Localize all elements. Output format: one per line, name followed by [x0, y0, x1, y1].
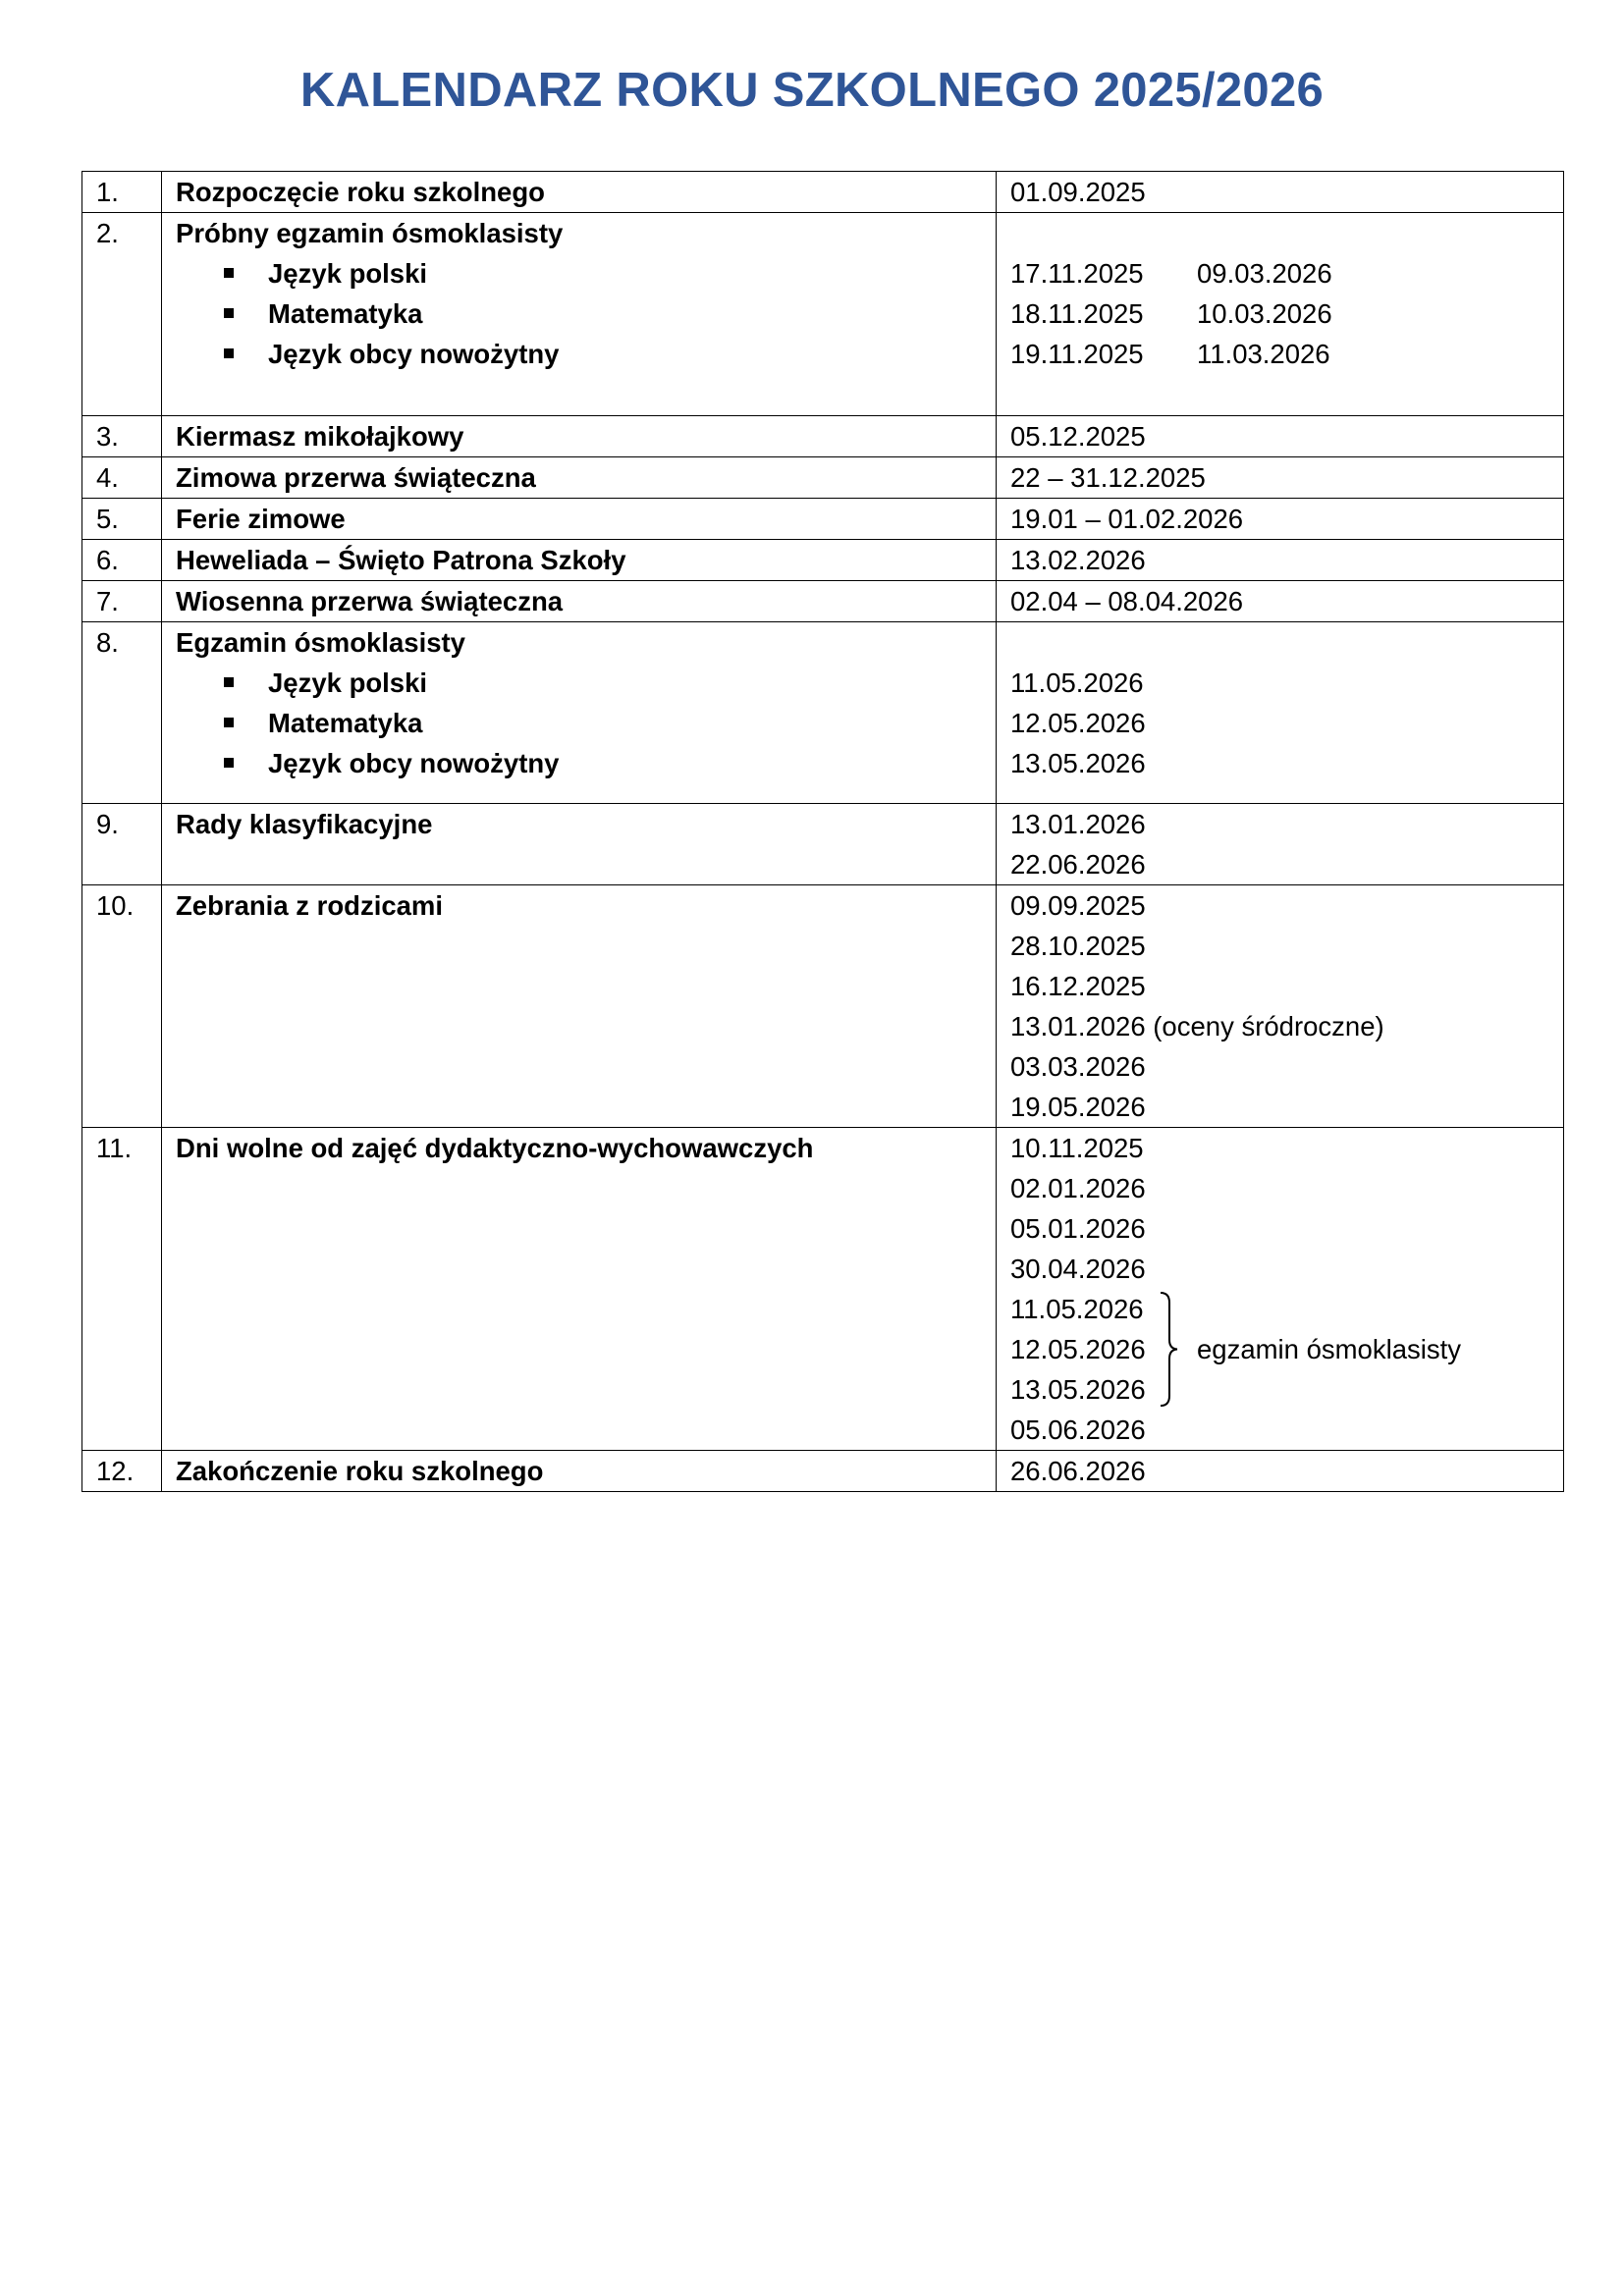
row-number: 3. — [96, 421, 119, 452]
event-date: 22.06.2026 — [1010, 849, 1146, 880]
table-row — [82, 457, 1564, 499]
event-date: 05.01.2026 — [1010, 1213, 1146, 1244]
item-label: Matematyka — [268, 298, 423, 329]
event-date: 17.11.2025 — [1010, 258, 1144, 289]
event-date: 09.09.2025 — [1010, 890, 1146, 921]
event-date: 19.05.2026 — [1010, 1092, 1146, 1122]
brace-annotation: egzamin ósmoklasisty — [1197, 1334, 1461, 1364]
event-date: 10.03.2026 — [1197, 298, 1332, 329]
event-date: 16.12.2025 — [1010, 971, 1146, 1001]
event-label: Dni wolne od zajęć dydaktyczno-wychowawczych — [176, 1133, 814, 1163]
page-title: KALENDARZ ROKU SZKOLNEGO 2025/2026 — [299, 64, 1325, 117]
table-row — [82, 885, 1564, 1128]
row-number: 4. — [96, 462, 119, 493]
table-row — [82, 540, 1564, 581]
event-date: 02.04 – 08.04.2026 — [1010, 586, 1244, 616]
table-row — [82, 804, 1564, 885]
event-date: 05.12.2025 — [1010, 421, 1146, 452]
event-date: 01.09.2025 — [1010, 177, 1146, 207]
event-label: Wiosenna przerwa świąteczna — [176, 586, 564, 616]
event-date: 13.02.2026 — [1010, 545, 1146, 575]
table-row — [82, 622, 1564, 804]
row-number: 8. — [96, 627, 119, 658]
row-number: 7. — [96, 586, 119, 616]
event-date: 02.01.2026 — [1010, 1173, 1146, 1203]
table-row — [82, 1451, 1564, 1492]
list-item — [176, 743, 996, 783]
event-date: 22 – 31.12.2025 — [1010, 462, 1206, 493]
item-label: Język obcy nowożytny — [268, 339, 560, 369]
event-date: 12.05.2026 — [1010, 1334, 1146, 1364]
event-label: Próbny egzamin ósmoklasisty — [176, 218, 564, 248]
event-label: Kiermasz mikołajkowy — [176, 421, 464, 452]
event-date: 28.10.2025 — [1010, 931, 1146, 961]
event-date: 13.05.2026 — [1010, 748, 1146, 778]
event-date: 18.11.2025 — [1010, 298, 1144, 329]
row-number: 1. — [96, 177, 119, 207]
row-number: 2. — [96, 218, 119, 248]
item-label: Język polski — [268, 258, 428, 289]
event-label: Rozpoczęcie roku szkolnego — [176, 177, 545, 207]
event-date: 09.03.2026 — [1197, 258, 1332, 289]
list-item — [176, 703, 996, 743]
table-row — [82, 499, 1564, 540]
event-date: 11.05.2026 — [1010, 667, 1144, 698]
event-date: 12.05.2026 — [1010, 708, 1146, 738]
event-label: Rady klasyfikacyjne — [176, 809, 433, 839]
event-label: Zebrania z rodzicami — [176, 890, 444, 921]
table-row — [82, 213, 1564, 416]
event-date: 10.11.2025 — [1010, 1133, 1144, 1163]
row-number: 10. — [96, 890, 135, 921]
event-label: Ferie zimowe — [176, 504, 346, 534]
row-number: 12. — [96, 1456, 135, 1486]
list-item — [176, 294, 996, 334]
row-number: 11. — [96, 1133, 133, 1163]
table-row — [82, 172, 1564, 213]
table-row — [82, 581, 1564, 622]
event-date: 03.03.2026 — [1010, 1051, 1146, 1082]
event-date: 13.01.2026 — [1010, 809, 1146, 839]
right-brace-icon — [1158, 1289, 1183, 1410]
item-label: Język polski — [268, 667, 428, 698]
row-number: 9. — [96, 809, 119, 839]
row-number: 6. — [96, 545, 119, 575]
event-date: 11.03.2026 — [1197, 339, 1330, 369]
calendar-table — [81, 171, 1564, 1492]
event-date: 30.04.2026 — [1010, 1254, 1146, 1284]
row-number: 5. — [96, 504, 119, 534]
list-item — [176, 663, 996, 703]
event-date: 13.05.2026 — [1010, 1374, 1146, 1405]
event-date: 19.01 – 01.02.2026 — [1010, 504, 1244, 534]
event-label: Zakończenie roku szkolnego — [176, 1456, 544, 1486]
item-label: Matematyka — [268, 708, 423, 738]
table-row — [82, 416, 1564, 457]
event-date: 19.11.2025 — [1010, 339, 1144, 369]
event-label: Egzamin ósmoklasisty — [176, 627, 465, 658]
event-date: 13.01.2026 (oceny śródroczne) — [1010, 1011, 1384, 1041]
event-date: 05.06.2026 — [1010, 1415, 1146, 1445]
event-date: 11.05.2026 — [1010, 1294, 1144, 1324]
table-row — [82, 1128, 1564, 1451]
event-label: Zimowa przerwa świąteczna — [176, 462, 536, 493]
list-item — [176, 334, 996, 374]
event-date: 26.06.2026 — [1010, 1456, 1146, 1486]
exam-days-group — [1010, 1289, 1563, 1410]
list-item — [176, 253, 996, 294]
event-label: Heweliada – Święto Patrona Szkoły — [176, 545, 626, 575]
item-label: Język obcy nowożytny — [268, 748, 560, 778]
